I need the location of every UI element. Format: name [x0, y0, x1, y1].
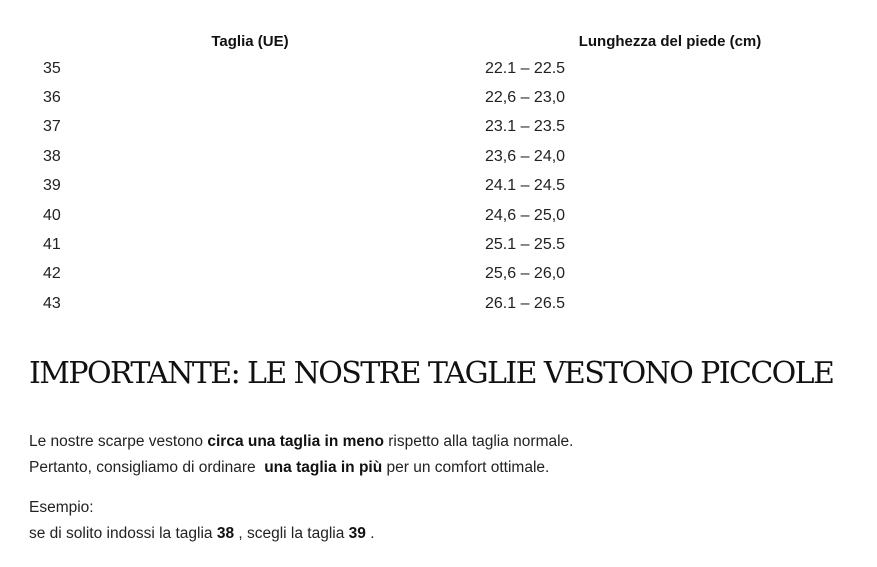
size-cell: 36: [43, 89, 61, 107]
size-cell: 37: [43, 118, 61, 136]
foot-length-cell: 23,6 – 24,0: [485, 147, 566, 165]
size-chart-table: [29, 28, 869, 319]
table-row: [29, 201, 869, 230]
foot-length-cell: 24,6 – 25,0: [485, 206, 566, 224]
table-row: [29, 54, 869, 83]
table-row: [29, 172, 869, 201]
table-row: [29, 142, 869, 171]
table-row: [29, 289, 869, 318]
sizing-example: [29, 495, 375, 547]
example-text: se di solito indossi la taglia: [29, 525, 217, 542]
example-label: Esempio:: [29, 499, 94, 516]
size-cell: 38: [43, 147, 61, 165]
sizing-explanation: [29, 429, 573, 481]
explanation-text: rispetto alla taglia normale.: [383, 433, 574, 450]
example-text: , scegli la taglia: [234, 525, 349, 542]
table-header-row: [29, 28, 869, 54]
size-cell: 43: [43, 294, 61, 312]
recommendation-emphasis: una taglia in più: [264, 459, 383, 476]
foot-length-cell: 25.1 – 25.5: [485, 236, 566, 254]
column-header-foot-length: Lunghezza del piede (cm): [578, 32, 762, 50]
explanation-emphasis: circa una taglia in meno: [207, 433, 384, 450]
foot-length-cell: 25,6 – 26,0: [485, 265, 566, 283]
foot-length-cell: 22.1 – 22.5: [485, 59, 566, 77]
size-cell: 35: [43, 59, 61, 77]
size-cell: 42: [43, 265, 61, 283]
column-header-size: Taglia (UE): [211, 32, 289, 50]
table-row: [29, 260, 869, 289]
explanation-text: Le nostre scarpe vestono: [29, 433, 208, 450]
size-cell: 41: [43, 236, 61, 254]
example-size-to: 39: [348, 525, 366, 542]
recommendation-text: Pertanto, consigliamo di ordinare: [29, 459, 265, 476]
size-cell: 39: [43, 177, 61, 195]
recommendation-text: per un comfort ottimale.: [382, 459, 550, 476]
table-row: [29, 113, 869, 142]
example-size-from: 38: [216, 525, 235, 542]
foot-length-cell: 24.1 – 24.5: [485, 177, 566, 195]
table-row: [29, 230, 869, 259]
foot-length-cell: 23.1 – 23.5: [485, 118, 566, 136]
foot-length-cell: 26.1 – 26.5: [485, 294, 566, 312]
table-row: [29, 83, 869, 112]
example-text: .: [365, 525, 375, 542]
sizing-warning-heading: IMPORTANTE: LE NOSTRE TAGLIE VESTONO PICCOLE: [29, 356, 834, 391]
foot-length-cell: 22,6 – 23,0: [485, 89, 566, 107]
size-cell: 40: [43, 206, 61, 224]
